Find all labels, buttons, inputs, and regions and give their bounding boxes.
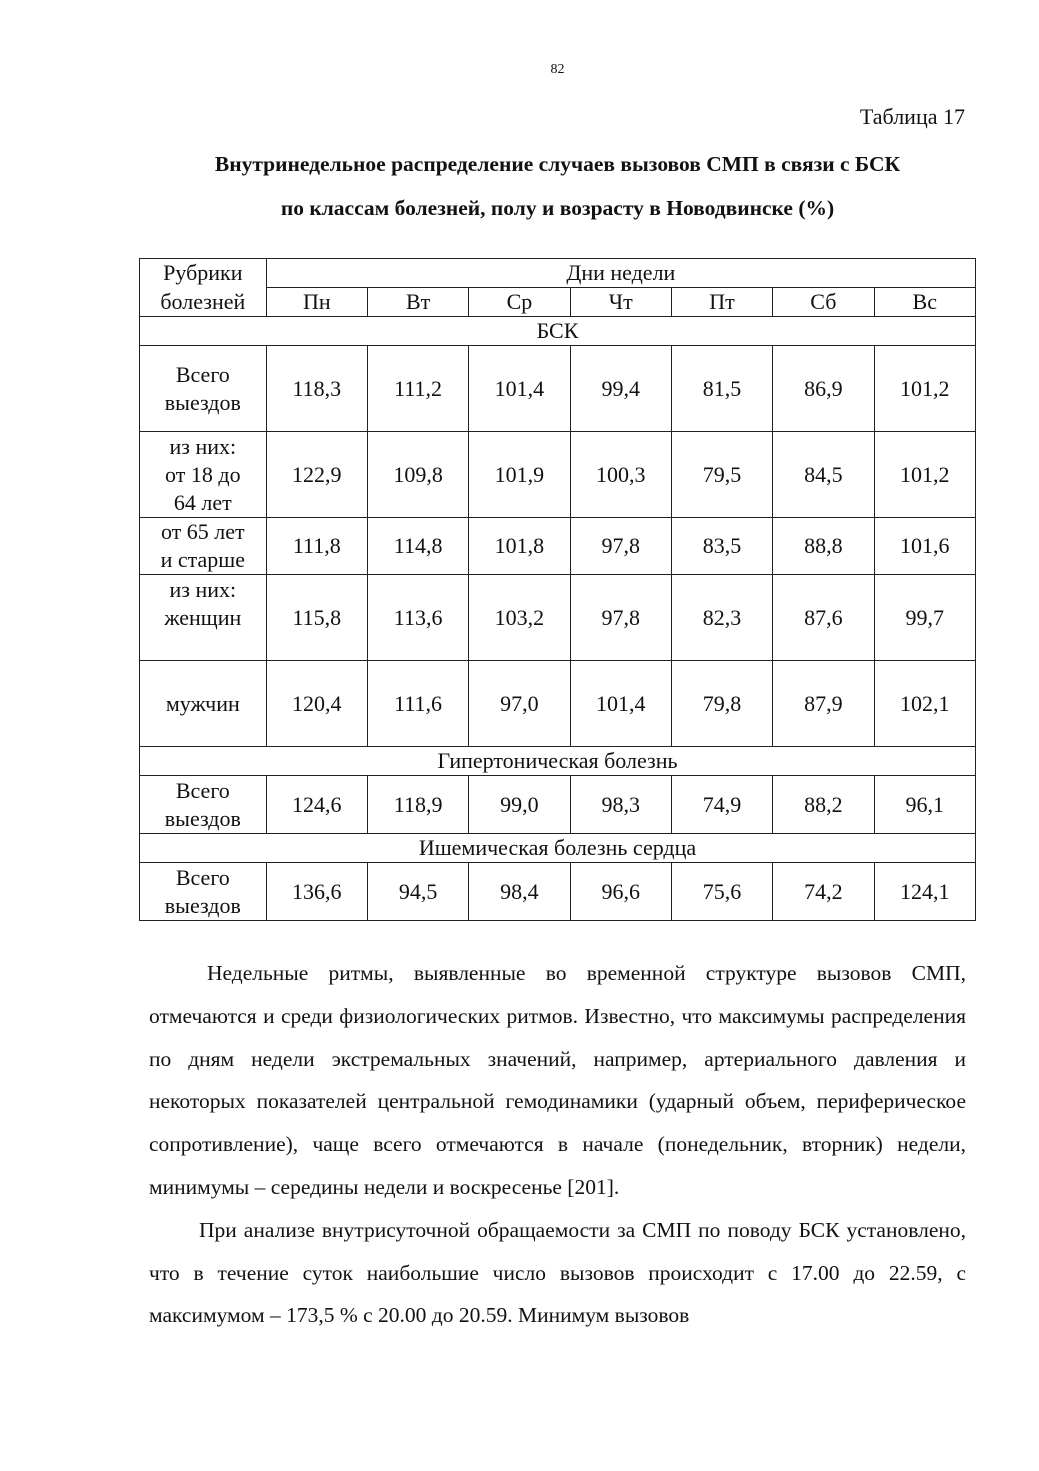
value-cell: 99,0 bbox=[469, 776, 570, 834]
row-label-line: и старше bbox=[160, 547, 246, 572]
value-cell: 101,4 bbox=[469, 346, 570, 432]
row-label bbox=[140, 863, 267, 921]
table-row bbox=[140, 661, 976, 747]
value-cell: 101,4 bbox=[570, 661, 671, 747]
value-cell: 102,1 bbox=[874, 661, 975, 747]
table-body bbox=[140, 317, 976, 921]
row-label-line bbox=[140, 632, 266, 660]
day-header: Чт bbox=[570, 288, 671, 317]
value-cell: 118,9 bbox=[367, 776, 468, 834]
day-header: Ср bbox=[469, 288, 570, 317]
value-cell: 113,6 bbox=[367, 575, 468, 661]
value-cell: 111,2 bbox=[367, 346, 468, 432]
row-label-line: мужчин bbox=[165, 690, 240, 716]
row-label-line: из них: bbox=[169, 433, 237, 459]
table-row bbox=[140, 518, 976, 575]
value-cell: 103,2 bbox=[469, 575, 570, 661]
value-cell: 115,8 bbox=[266, 575, 367, 661]
row-label-line: женщин bbox=[164, 604, 242, 630]
value-cell: 79,8 bbox=[671, 661, 772, 747]
day-header: Пт bbox=[671, 288, 772, 317]
section-title: БСК bbox=[140, 317, 976, 346]
value-cell: 98,4 bbox=[469, 863, 570, 921]
days-row bbox=[140, 288, 976, 317]
value-cell: 101,2 bbox=[874, 346, 975, 432]
day-header: Сб bbox=[773, 288, 874, 317]
paragraph: Недельные ритмы, выявленные во временной структуре вызовов СМП, отмечаются и среди физиологических ритмов. Известно, что максимумы распределения по дням недели экстремальных значений, например, артериального давления и некоторых показателей центральной гемодинамики (ударный объем, периферическое сопротивление), чаще всего отмечаются в начале (понедельник, вторник) недели, минимумы – середины недели и воскресенье [201]. bbox=[149, 961, 966, 1199]
value-cell: 74,2 bbox=[773, 863, 874, 921]
value-cell: 101,8 bbox=[469, 518, 570, 575]
value-cell: 97,8 bbox=[570, 518, 671, 575]
header-row bbox=[140, 259, 976, 288]
table-label: Таблица 17 bbox=[859, 104, 965, 129]
value-cell: 74,9 bbox=[671, 776, 772, 834]
value-cell: 81,5 bbox=[671, 346, 772, 432]
value-cell: 124,1 bbox=[874, 863, 975, 921]
value-cell: 97,0 bbox=[469, 661, 570, 747]
value-cell: 100,3 bbox=[570, 432, 671, 518]
value-cell: 99,4 bbox=[570, 346, 671, 432]
value-cell: 87,6 bbox=[773, 575, 874, 661]
row-label bbox=[140, 776, 267, 834]
rubric-header-bottom: болезней bbox=[140, 288, 267, 317]
section-row bbox=[140, 834, 976, 863]
row-label bbox=[140, 575, 267, 661]
row-label-line: 64 лет bbox=[173, 489, 232, 515]
value-cell: 101,6 bbox=[874, 518, 975, 575]
value-cell: 88,2 bbox=[773, 776, 874, 834]
value-cell: 79,5 bbox=[671, 432, 772, 518]
section-row bbox=[140, 747, 976, 776]
row-label-line: из них: bbox=[169, 576, 237, 602]
value-cell: 99,7 bbox=[874, 575, 975, 661]
table-row bbox=[140, 776, 976, 834]
row-label bbox=[140, 346, 267, 432]
caption-line: по классам болезней, полу и возрасту в Новодвинске (%) bbox=[280, 196, 835, 220]
section-title: Ишемическая болезнь сердца bbox=[140, 834, 976, 863]
value-cell: 109,8 bbox=[367, 432, 468, 518]
value-cell: 120,4 bbox=[266, 661, 367, 747]
rubric-header-top: Рубрики bbox=[140, 259, 267, 288]
value-cell: 114,8 bbox=[367, 518, 468, 575]
row-label-line: от 18 до bbox=[165, 461, 241, 487]
value-cell: 86,9 bbox=[773, 346, 874, 432]
table-row bbox=[140, 432, 976, 518]
value-cell: 83,5 bbox=[671, 518, 772, 575]
value-cell: 84,5 bbox=[773, 432, 874, 518]
value-cell: 88,8 bbox=[773, 518, 874, 575]
page-number: 82 bbox=[550, 62, 565, 77]
value-cell: 94,5 bbox=[367, 863, 468, 921]
table-row bbox=[140, 346, 976, 432]
value-cell: 101,9 bbox=[469, 432, 570, 518]
value-cell: 75,6 bbox=[671, 863, 772, 921]
day-header: Пн bbox=[266, 288, 367, 317]
table-row bbox=[140, 863, 976, 921]
value-cell: 118,3 bbox=[266, 346, 367, 432]
section-row bbox=[140, 317, 976, 346]
value-cell: 111,6 bbox=[367, 661, 468, 747]
day-header: Вс bbox=[874, 288, 975, 317]
paragraph: При анализе внутрисуточной обращаемости за СМП по поводу БСК установлено, что в течение суток наибольшие число вызовов происходит с 17.00 до 22.59, с максимумом – 173,5 % с 20.00 до 20.59. Минимум вызовов bbox=[149, 1217, 966, 1328]
row-label-line: от 65 лет bbox=[160, 519, 245, 544]
table-row bbox=[140, 575, 976, 661]
data-table bbox=[139, 258, 976, 921]
day-header: Вт bbox=[367, 288, 468, 317]
row-label-line: Всего bbox=[175, 777, 230, 803]
row-label-line: Всего bbox=[175, 864, 230, 890]
row-label bbox=[140, 518, 267, 575]
value-cell: 96,6 bbox=[570, 863, 671, 921]
row-label bbox=[140, 432, 267, 518]
section-title: Гипертоническая болезнь bbox=[140, 747, 976, 776]
row-label-line: Всего bbox=[175, 361, 230, 387]
value-cell: 124,6 bbox=[266, 776, 367, 834]
value-cell: 82,3 bbox=[671, 575, 772, 661]
value-cell: 111,8 bbox=[266, 518, 367, 575]
row-label-line: выездов bbox=[164, 805, 241, 831]
value-cell: 122,9 bbox=[266, 432, 367, 518]
row-label-line: выездов bbox=[164, 389, 241, 415]
value-cell: 97,8 bbox=[570, 575, 671, 661]
value-cell: 87,9 bbox=[773, 661, 874, 747]
table-caption bbox=[38, 142, 1039, 230]
row-label-line: выездов bbox=[164, 892, 241, 918]
value-cell: 101,2 bbox=[874, 432, 975, 518]
value-cell: 98,3 bbox=[570, 776, 671, 834]
days-header: Дни недели bbox=[266, 259, 975, 288]
value-cell: 136,6 bbox=[266, 863, 367, 921]
body-text bbox=[149, 952, 966, 1337]
caption-line: Внутринедельное распределение случаев вызовов СМП в связи с БСК bbox=[214, 152, 901, 176]
value-cell: 96,1 bbox=[874, 776, 975, 834]
row-label bbox=[140, 661, 267, 747]
